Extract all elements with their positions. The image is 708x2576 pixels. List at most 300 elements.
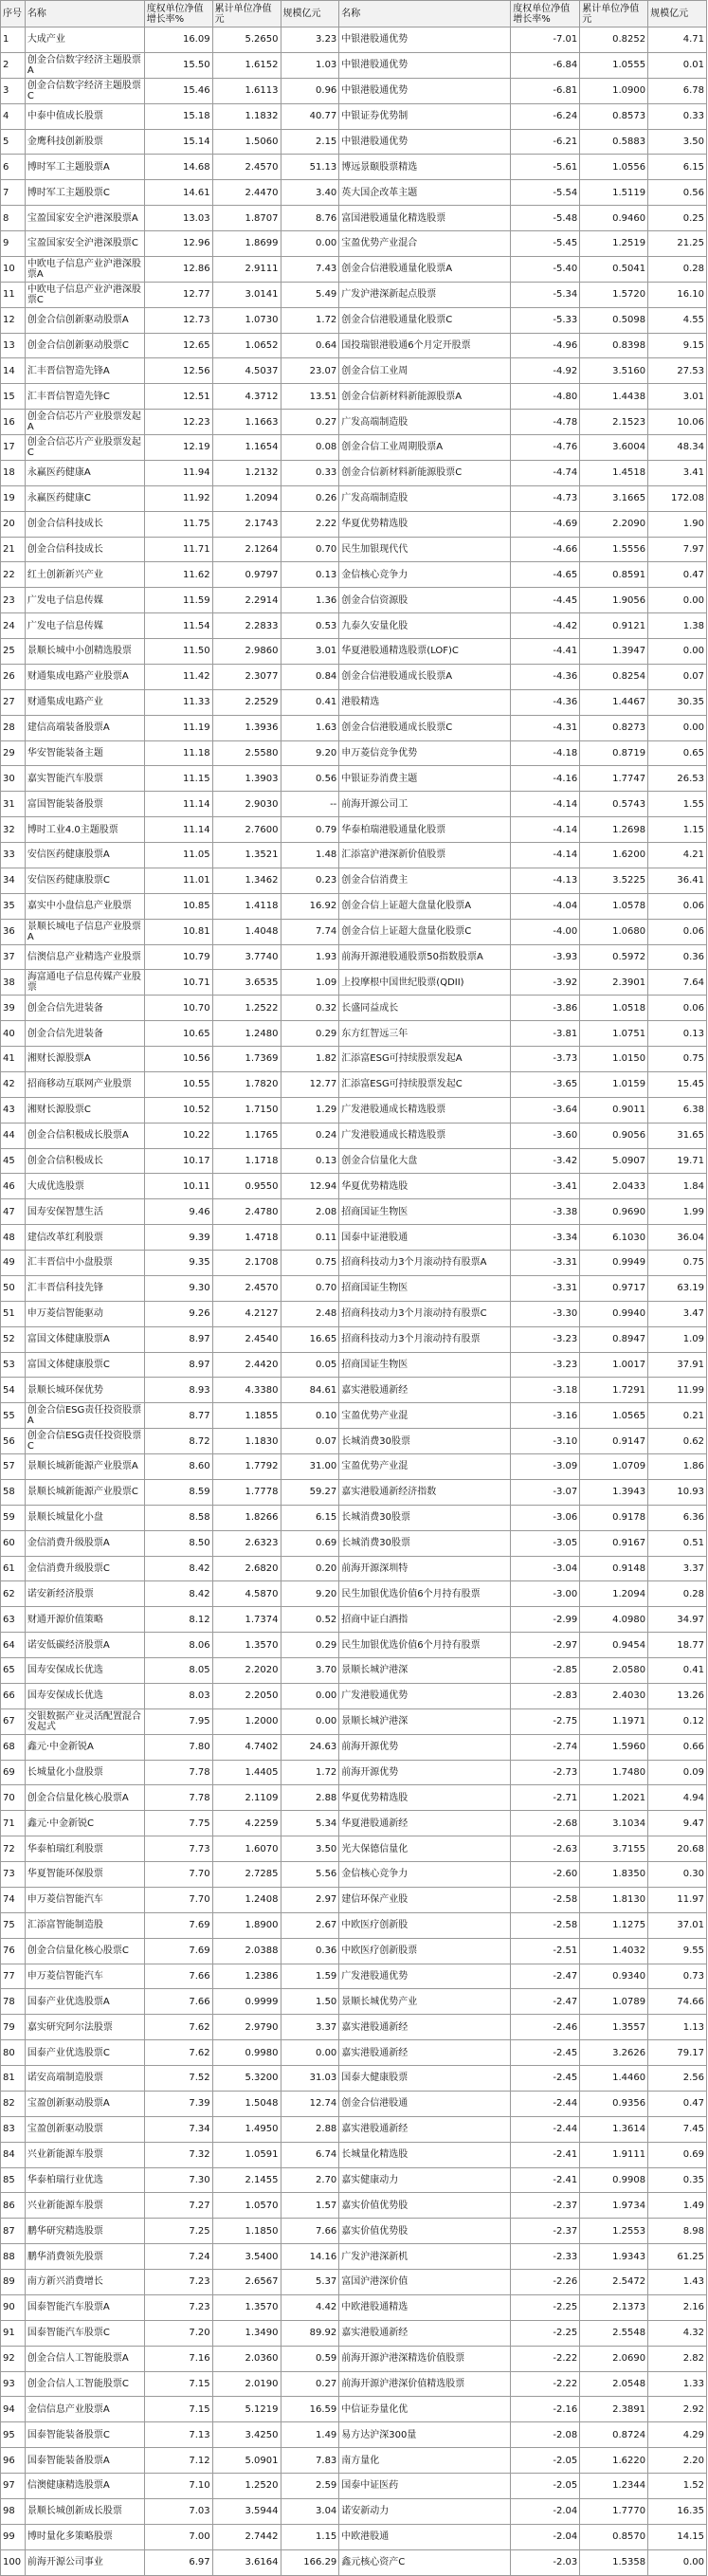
table-row [1,511,707,537]
growth-left: 8.42 [144,1556,212,1581]
scale-left: 0.56 [281,766,339,792]
scale-left: 0.59 [281,2346,339,2371]
table-row [1,256,707,282]
nav-right: 1.4518 [580,460,648,485]
growth-right: -3.31 [511,1275,580,1301]
fund-name-right: 创金合信港股通量化股票C [339,307,511,333]
growth-left: 7.69 [144,1938,212,1964]
row-index: 27 [1,689,26,715]
fund-name-right: 汇添富ESG可持续股票发起C [339,1071,511,1097]
row-index: 53 [1,1352,26,1378]
table-row [1,2371,707,2397]
nav-right: 1.9056 [580,588,648,613]
growth-right: -5.54 [511,180,580,206]
growth-right: -2.58 [511,1887,580,1912]
nav-left: 0.9797 [212,562,281,588]
scale-left: 31.00 [281,1454,339,1480]
scale-right: 0.35 [648,2167,707,2193]
table-row [1,1683,707,1708]
scale-right: 10.06 [648,410,707,435]
scale-left: 0.08 [281,435,339,461]
nav-right: 3.1034 [580,1811,648,1836]
scale-right: 15.45 [648,1071,707,1097]
fund-name-right: 中银港股通优势 [339,52,511,78]
fund-name-right: 招商中证白酒指 [339,1607,511,1633]
growth-left: 11.33 [144,689,212,715]
scale-right: 4.55 [648,307,707,333]
scale-right: 0.41 [648,1658,707,1684]
growth-left: 8.12 [144,1607,212,1633]
fund-name-right: 广发港股通优势 [339,1683,511,1708]
growth-left: 16.09 [144,27,212,53]
table-row [1,2448,707,2474]
nav-left: 1.2520 [212,2474,281,2499]
growth-right: -4.04 [511,893,580,919]
row-index: 25 [1,639,26,665]
fund-name-left: 嘉实中小盘信息产业股票 [25,893,144,919]
nav-left: 4.5037 [212,358,281,384]
nav-right: 1.0751 [580,1021,648,1047]
nav-right: 0.5883 [580,129,648,155]
growth-left: 15.18 [144,103,212,129]
fund-name-right: 富国沪港深价值 [339,2270,511,2295]
scale-right: 9.47 [648,1811,707,1836]
nav-right: 3.2626 [580,2040,648,2066]
scale-left: 1.59 [281,1964,339,1989]
scale-left: 3.37 [281,2015,339,2040]
fund-name-right: 富国港股通量化精选股票 [339,206,511,231]
growth-right: -3.16 [511,1403,580,1429]
nav-right: 1.2094 [580,1581,648,1607]
scale-right: 18.77 [648,1633,707,1658]
fund-name-left: 中泰中值成长股票 [25,103,144,129]
table-row [1,1071,707,1097]
growth-right: -4.41 [511,639,580,665]
fund-name-left: 金信消费升级股票C [25,1556,144,1581]
nav-left: 1.7374 [212,1607,281,1633]
scale-right: 1.86 [648,1454,707,1480]
growth-right: -4.76 [511,435,580,461]
fund-name-left: 南方新兴消费增长 [25,2270,144,2295]
row-index: 11 [1,282,26,307]
growth-right: -4.31 [511,715,580,740]
scale-left: 1.72 [281,307,339,333]
fund-name-left: 创金合信芯片产业股票发起A [25,410,144,435]
nav-left: 1.1830 [212,1429,281,1454]
scale-left: 0.53 [281,613,339,639]
fund-name-left: 华安智能装备主题 [25,740,144,766]
scale-left: 1.49 [281,2422,339,2448]
fund-name-right: 广发港股通优势 [339,1964,511,1989]
fund-name-right: 景顺长城沪港深 [339,1708,511,1734]
fund-name-left: 创金合信先进装备 [25,1021,144,1047]
nav-right: 3.1665 [580,485,648,511]
scale-right: 0.06 [648,919,707,944]
nav-left: 2.1264 [212,537,281,562]
scale-left: 0.96 [281,78,339,103]
nav-right: 3.5225 [580,868,648,893]
fund-name-left: 中欧电子信息产业沪港深股票A [25,256,144,282]
nav-left: 1.3903 [212,766,281,792]
nav-right: 0.9178 [580,1505,648,1530]
table-row [1,1811,707,1836]
fund-name-right: 广发沪港深新机 [339,2244,511,2270]
nav-right: 1.3943 [580,1479,648,1505]
row-index: 52 [1,1326,26,1352]
growth-right: -3.42 [511,1148,580,1174]
table-row [1,1174,707,1199]
growth-right: -3.30 [511,1301,580,1326]
nav-left: 2.4540 [212,1326,281,1352]
growth-left: 7.95 [144,1708,212,1734]
fund-name-right: 创金合信工业周 [339,358,511,384]
growth-left: 11.19 [144,715,212,740]
fund-name-left: 创金合信量化核心股票A [25,1785,144,1811]
fund-name-left: 信澳信息产业精选产业股票 [25,944,144,970]
growth-left: 7.13 [144,2422,212,2448]
growth-left: 11.15 [144,766,212,792]
nav-right: 1.7747 [580,766,648,792]
table-row [1,537,707,562]
growth-left: 7.32 [144,2142,212,2167]
row-index: 2 [1,52,26,78]
table-row [1,1708,707,1734]
fund-name-left: 宝盈国家安全沪港深股票A [25,206,144,231]
nav-left: 3.5944 [212,2498,281,2524]
growth-right: -3.31 [511,1251,580,1276]
nav-left: 1.6152 [212,52,281,78]
header-name-right: 名称 [339,1,511,27]
fund-name-left: 嘉实研究阿尔法股票 [25,2015,144,2040]
row-index: 32 [1,817,26,843]
fund-name-right: 嘉实健康动力 [339,2167,511,2193]
header-name-left: 名称 [25,1,144,27]
fund-name-right: 长城消费30股票 [339,1530,511,1556]
scale-left: 0.00 [281,2040,339,2066]
growth-right: -2.74 [511,1734,580,1760]
growth-left: 12.96 [144,231,212,257]
scale-right: 0.13 [648,1021,707,1047]
growth-left: 7.80 [144,1734,212,1760]
nav-right: 0.5972 [580,944,648,970]
growth-right: -2.99 [511,1607,580,1633]
fund-name-right: 长城量化精选股 [339,2142,511,2167]
scale-left: 0.10 [281,1403,339,1429]
nav-left: 1.7792 [212,1454,281,1480]
growth-right: -3.04 [511,1556,580,1581]
scale-left: 9.20 [281,740,339,766]
fund-name-right: 华夏港股通新经 [339,1811,511,1836]
growth-right: -7.01 [511,27,580,53]
scale-right: 4.29 [648,2422,707,2448]
scale-right: 0.06 [648,996,707,1021]
row-index: 67 [1,1708,26,1734]
table-row [1,2015,707,2040]
growth-right: -4.78 [511,410,580,435]
growth-right: -6.81 [511,78,580,103]
growth-left: 7.25 [144,2219,212,2244]
header-nav-right: 累计单位净值 元 [580,1,648,27]
fund-name-right: 嘉实港股通新经济指数 [339,1479,511,1505]
scale-left: 12.74 [281,2091,339,2116]
table-row [1,2294,707,2320]
row-index: 49 [1,1251,26,1276]
row-index: 36 [1,919,26,944]
row-index: 5 [1,129,26,155]
nav-left: 3.4250 [212,2422,281,2448]
fund-name-right: 长城消费30股票 [339,1429,511,1454]
nav-right: 1.5960 [580,1734,648,1760]
growth-right: -2.47 [511,1964,580,1989]
scale-left: 5.56 [281,1862,339,1888]
scale-right: 13.26 [648,1683,707,1708]
scale-right: 0.28 [648,256,707,282]
nav-right: 0.9690 [580,1199,648,1225]
scale-right: 0.33 [648,103,707,129]
fund-name-left: 安信医药健康股票C [25,868,144,893]
nav-right: 2.2090 [580,511,648,537]
growth-right: -2.22 [511,2346,580,2371]
table-row [1,1581,707,1607]
nav-right: 0.8570 [580,2524,648,2549]
nav-left: 1.0570 [212,2193,281,2219]
fund-name-right: 嘉实港股通新经 [339,2116,511,2142]
nav-right: 0.8591 [580,562,648,588]
table-row [1,919,707,944]
fund-name-left: 华泰柏瑞红利股票 [25,1836,144,1862]
growth-left: 8.60 [144,1454,212,1480]
growth-left: 10.70 [144,996,212,1021]
table-row [1,1454,707,1480]
growth-right: -6.24 [511,103,580,129]
nav-left: 2.2050 [212,1683,281,1708]
growth-right: -5.40 [511,256,580,282]
scale-right: 4.21 [648,843,707,868]
growth-left: 11.42 [144,664,212,689]
nav-left: 1.2408 [212,1887,281,1912]
nav-left: 1.1832 [212,103,281,129]
row-index: 29 [1,740,26,766]
table-row [1,1760,707,1785]
scale-right: 0.00 [648,2549,707,2575]
fund-name-right: 鑫元核心资产C [339,2549,511,2575]
row-index: 82 [1,2091,26,2116]
row-index: 47 [1,1199,26,1225]
scale-right: 21.25 [648,231,707,257]
scale-right: 3.01 [648,384,707,410]
row-index: 10 [1,256,26,282]
table-row [1,384,707,410]
table-row [1,1275,707,1301]
scale-right: 2.20 [648,2448,707,2474]
nav-left: 1.2522 [212,996,281,1021]
growth-right: -2.41 [511,2142,580,2167]
scale-right: 48.34 [648,435,707,461]
scale-left: 1.50 [281,1989,339,2015]
growth-right: -2.45 [511,2066,580,2092]
fund-name-left: 国泰智能汽车股票A [25,2294,144,2320]
nav-right: 1.9111 [580,2142,648,2167]
nav-right: 1.2344 [580,2474,648,2499]
table-row [1,2244,707,2270]
growth-right: -2.44 [511,2116,580,2142]
row-index: 50 [1,1275,26,1301]
fund-name-right: 九泰久安量化股 [339,613,511,639]
nav-right: 0.9121 [580,613,648,639]
scale-right: 27.53 [648,358,707,384]
growth-left: 10.52 [144,1097,212,1123]
row-index: 73 [1,1862,26,1888]
nav-right: 1.1275 [580,1912,648,1938]
nav-left: 1.1663 [212,410,281,435]
growth-left: 6.97 [144,2549,212,2575]
growth-left: 7.24 [144,2244,212,2270]
growth-right: -2.46 [511,2015,580,2040]
nav-left: 1.1765 [212,1123,281,1148]
growth-right: -2.25 [511,2320,580,2346]
growth-left: 7.73 [144,1836,212,1862]
nav-right: 1.8130 [580,1887,648,1912]
nav-right: 0.9460 [580,206,648,231]
scale-right: 0.75 [648,1047,707,1072]
fund-name-right: 广发高端制造股 [339,410,511,435]
scale-left: 3.01 [281,639,339,665]
growth-right: -5.45 [511,231,580,257]
scale-right: 1.84 [648,1174,707,1199]
fund-name-left: 前海开源公司事业 [25,2549,144,2575]
nav-left: 2.9860 [212,639,281,665]
scale-right: 4.32 [648,2320,707,2346]
nav-right: 0.9340 [580,1964,648,1989]
header-growth-left: 度权单位净值增长率% [144,1,212,27]
fund-name-right: 长盛同益成长 [339,996,511,1021]
fund-name-left: 创金合信科技成长 [25,537,144,562]
growth-left: 7.23 [144,2294,212,2320]
scale-left: 0.05 [281,1352,339,1378]
fund-name-right: 光大保德信量化 [339,1836,511,1862]
table-row [1,1938,707,1964]
scale-left: 0.27 [281,410,339,435]
fund-name-left: 建信改革红利股票 [25,1225,144,1251]
row-index: 63 [1,1607,26,1633]
fund-name-right: 广发港股通成长精选股票 [339,1123,511,1148]
fund-name-left: 汇丰晋信智造先锋A [25,358,144,384]
nav-left: 4.3380 [212,1378,281,1403]
fund-name-right: 招商科技动力3个月滚动持有股票C [339,1301,511,1326]
row-index: 80 [1,2040,26,2066]
scale-left: 89.92 [281,2320,339,2346]
fund-name-right: 中欧医疗创新股 [339,1912,511,1938]
row-index: 90 [1,2294,26,2320]
nav-right: 1.0789 [580,1989,648,2015]
nav-left: 1.2000 [212,1708,281,1734]
fund-name-left: 金鹰科技创新股票 [25,129,144,155]
nav-right: 0.9356 [580,2091,648,2116]
scale-left: 0.32 [281,996,339,1021]
growth-right: -3.41 [511,1174,580,1199]
nav-right: 0.9940 [580,1301,648,1326]
fund-name-left: 创金合信人工智能股票C [25,2371,144,2397]
row-index: 84 [1,2142,26,2167]
fund-name-right: 金信核心竞争力 [339,1862,511,1888]
nav-left: 5.1219 [212,2397,281,2422]
nav-left: 1.0591 [212,2142,281,2167]
fund-name-left: 宝盈创新驱动股票 [25,2116,144,2142]
row-index: 3 [1,78,26,103]
growth-left: 12.65 [144,333,212,358]
row-index: 71 [1,1811,26,1836]
row-index: 62 [1,1581,26,1607]
fund-name-left: 红土创新新兴产业 [25,562,144,588]
scale-left: 16.92 [281,893,339,919]
fund-name-right: 中银港股通优势 [339,27,511,53]
scale-right: 19.71 [648,1148,707,1174]
row-index: 22 [1,562,26,588]
table-row [1,588,707,613]
scale-left: 7.43 [281,256,339,282]
table-body [1,27,707,2576]
nav-left: 2.7442 [212,2524,281,2549]
row-index: 94 [1,2397,26,2422]
fund-name-right: 嘉实价值优势股 [339,2219,511,2244]
growth-left: 14.68 [144,155,212,180]
scale-right: 0.01 [648,52,707,78]
fund-name-left: 宝盈创新驱动股票A [25,2091,144,2116]
scale-right: 79.17 [648,2040,707,2066]
scale-right: 1.43 [648,2270,707,2295]
table-row [1,2346,707,2371]
table-row [1,1352,707,1378]
scale-left: 5.37 [281,2270,339,2295]
table-row [1,1530,707,1556]
nav-left: 1.4405 [212,1760,281,1785]
nav-right: 2.5548 [580,2320,648,2346]
scale-right: 0.65 [648,740,707,766]
nav-right: 0.8573 [580,103,648,129]
nav-left: 2.0388 [212,1938,281,1964]
fund-name-left: 富国文体健康股票A [25,1326,144,1352]
growth-right: -2.05 [511,2474,580,2499]
growth-left: 11.01 [144,868,212,893]
nav-right: 1.3947 [580,639,648,665]
row-index: 34 [1,868,26,893]
scale-right: 0.51 [648,1530,707,1556]
fund-name-left: 汇丰晋信中小盘股票 [25,1251,144,1276]
scale-left: 1.29 [281,1097,339,1123]
fund-name-right: 长城消费30股票 [339,1505,511,1530]
nav-left: 1.4048 [212,919,281,944]
table-row [1,817,707,843]
growth-right: -3.86 [511,996,580,1021]
scale-right: 0.00 [648,639,707,665]
nav-right: 2.4030 [580,1683,648,1708]
scale-right: 0.00 [648,715,707,740]
nav-right: 2.0433 [580,1174,648,1199]
scale-right: 0.00 [648,588,707,613]
table-row [1,2270,707,2295]
scale-right: 7.64 [648,970,707,996]
fund-name-right: 华夏优势精选股 [339,1174,511,1199]
growth-right: -2.51 [511,1938,580,1964]
scale-left: 0.41 [281,689,339,715]
fund-name-left: 创金合信创新驱动股票C [25,333,144,358]
scale-right: 14.15 [648,2524,707,2549]
fund-name-right: 宝盈优势产业混 [339,1403,511,1429]
nav-left: 1.5048 [212,2091,281,2116]
nav-left: 2.7285 [212,1862,281,1888]
scale-right: 37.01 [648,1912,707,1938]
nav-right: 1.4467 [580,689,648,715]
